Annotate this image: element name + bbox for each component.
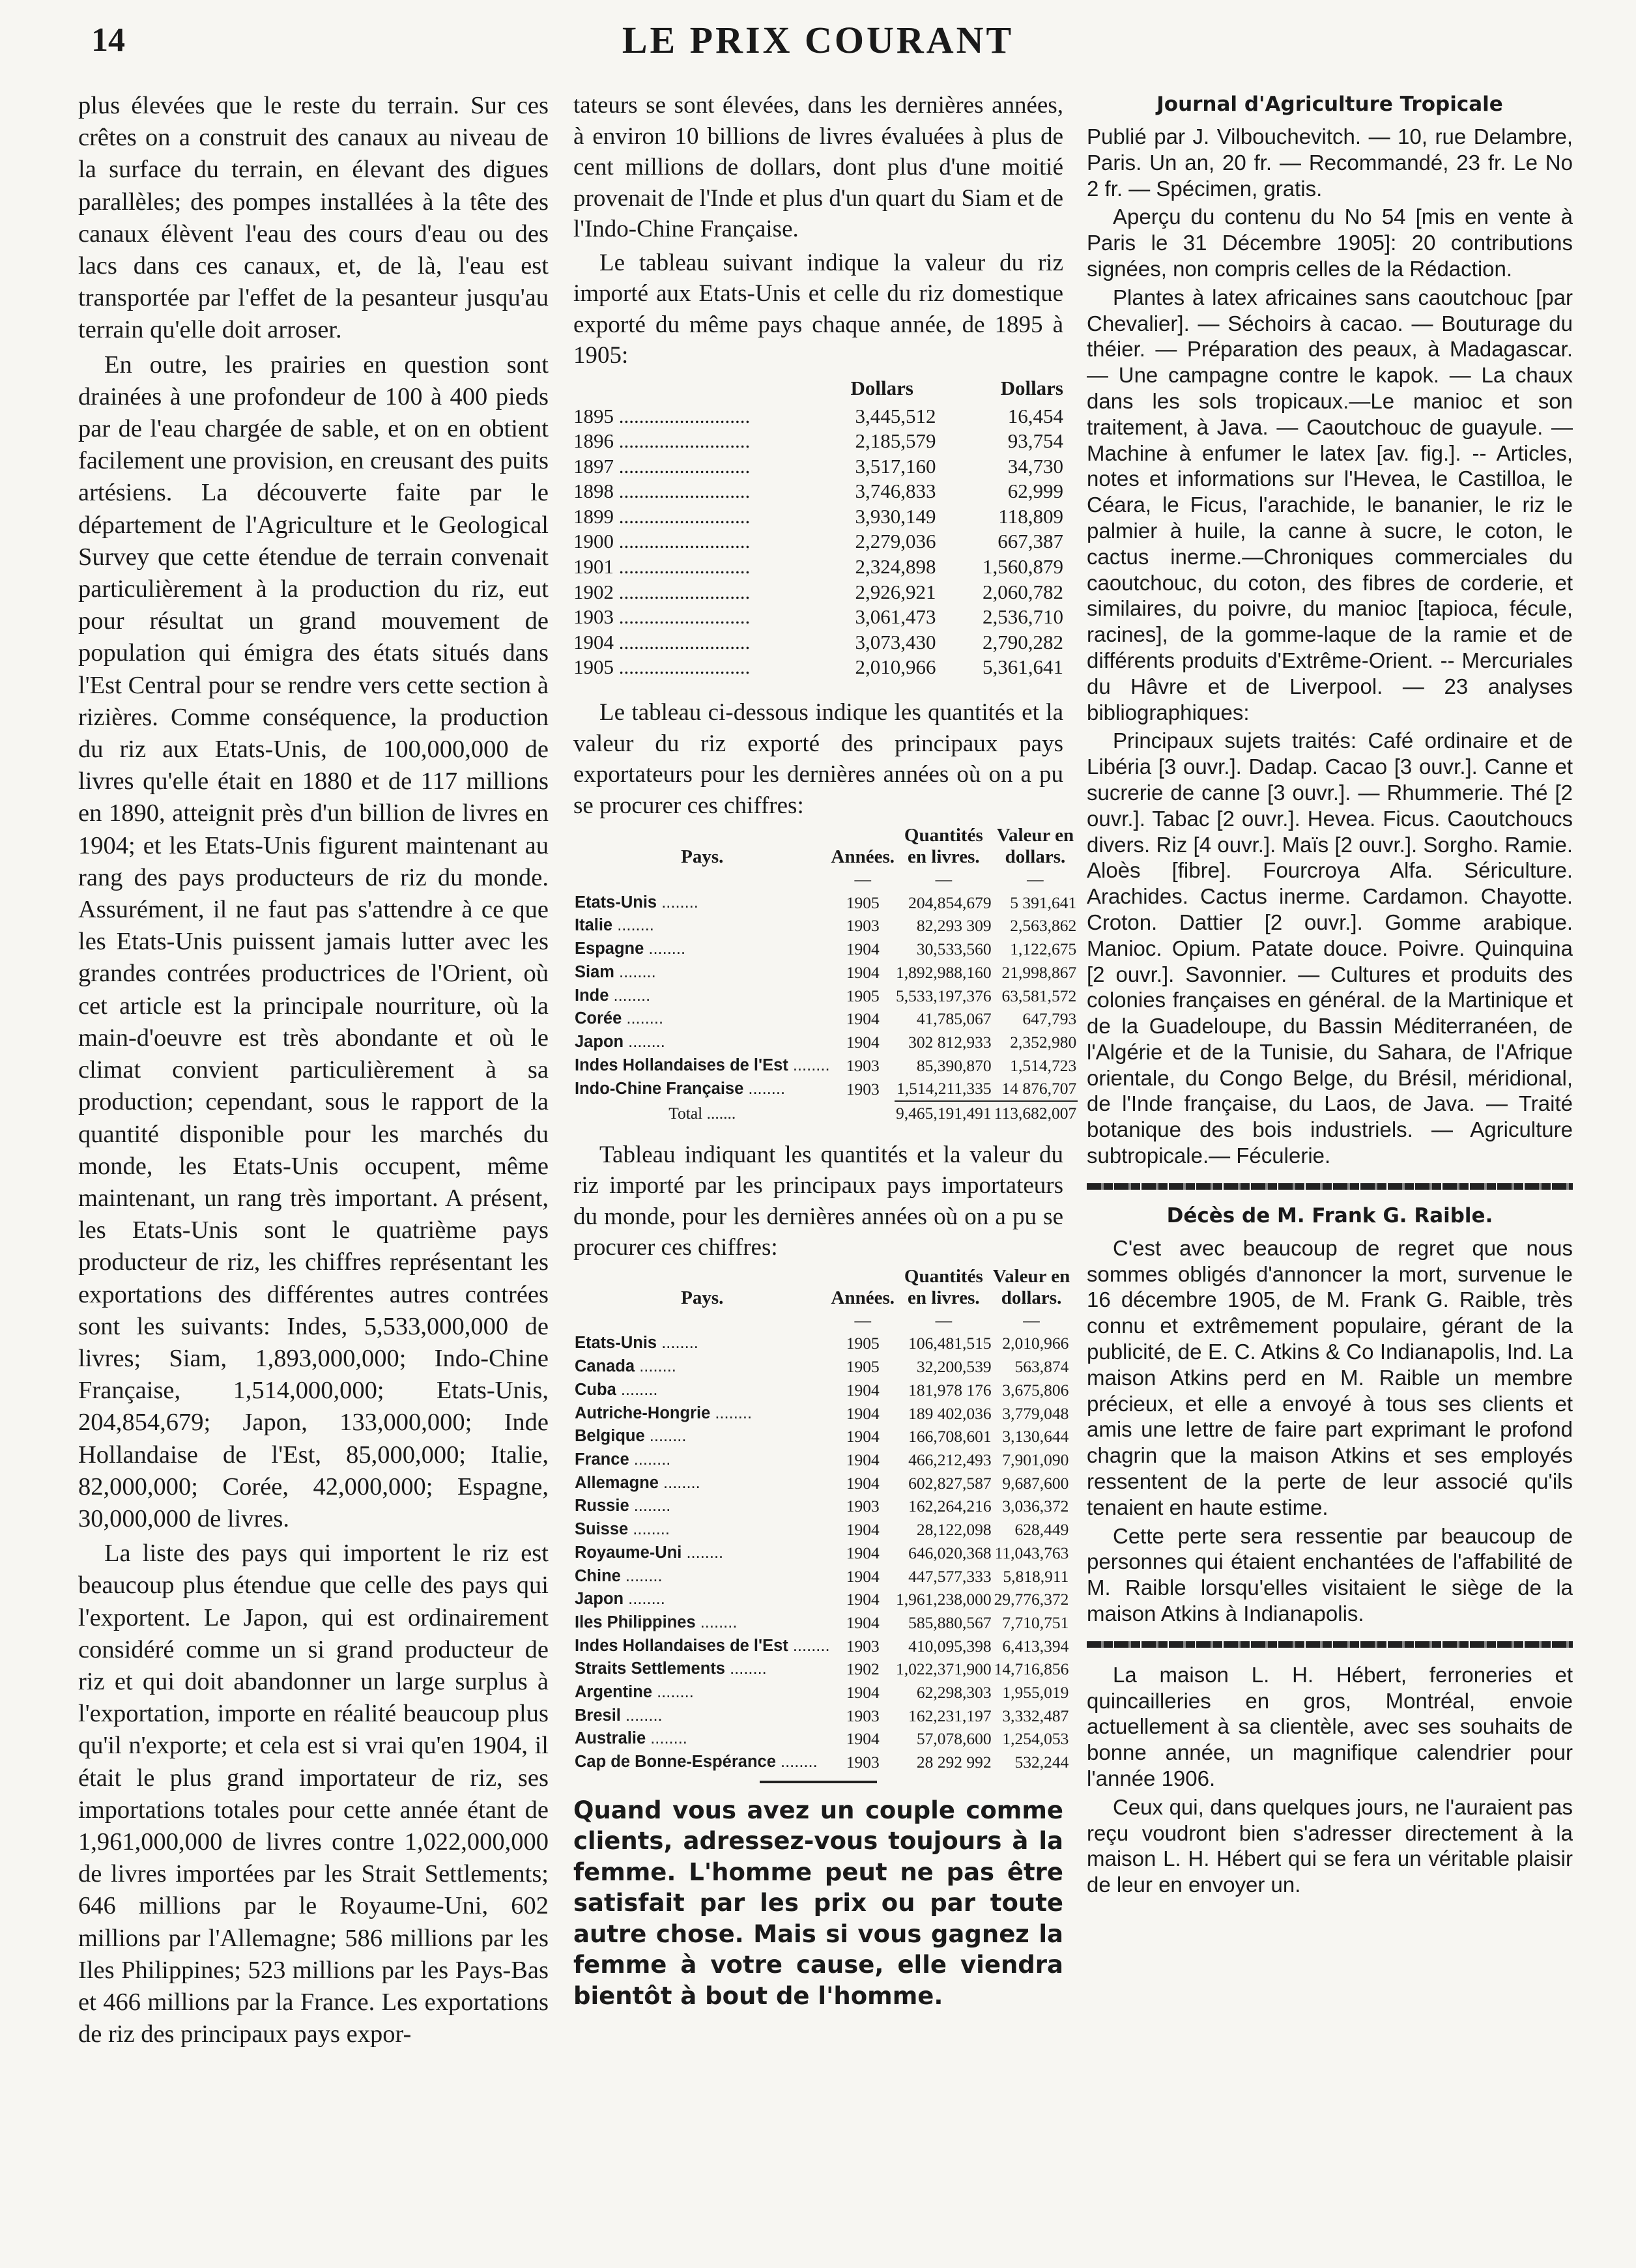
table-row xyxy=(573,605,1063,630)
quantity-cell: 585,880,567 xyxy=(908,1613,992,1632)
country-cell: Etats-Unis ........ xyxy=(575,1334,698,1353)
country-cell: Etats-Unis ........ xyxy=(575,893,698,912)
year-cell: 1904 xyxy=(846,1380,880,1400)
value-cell: 11,043,763 xyxy=(994,1543,1069,1562)
column-3 xyxy=(1087,90,1573,1901)
export-value-cell: 2,790,282 xyxy=(983,630,1063,653)
value-cell: 2,563,862 xyxy=(1010,916,1077,936)
quantity-cell: 82,293 309 xyxy=(916,916,992,936)
year-cell: 1905 xyxy=(846,986,880,1005)
journal-paragraph: Aperçu du contenu du No 54 [mis en vente à Paris le 31 Décembre 1905]: 20 contributions signées, non compris celles de la Rédaction. xyxy=(1087,205,1573,281)
export-value-cell: 34,730 xyxy=(1007,454,1063,478)
value-cell: 563,874 xyxy=(1014,1357,1069,1377)
country-cell: Russie ........ xyxy=(575,1497,671,1515)
export-value-cell: 62,999 xyxy=(1007,480,1063,503)
table-row xyxy=(573,1727,1070,1751)
table-intro: Le tableau suivant indique la valeur du riz importé aux Etats-Unis et celle du riz domestique exporté du même pays chaque année, de 1895 à 1905: xyxy=(573,249,1063,369)
country-cell: Allemagne ........ xyxy=(575,1473,700,1492)
table-row xyxy=(573,1448,1070,1472)
country-cell: Corée ........ xyxy=(575,1009,664,1028)
value-cell: 14,716,856 xyxy=(994,1659,1069,1679)
year-cell: 1903 xyxy=(846,1080,880,1099)
quantity-cell: 1,961,238,000 xyxy=(896,1590,992,1609)
year-cell: 1903 xyxy=(846,1753,880,1772)
year-cell: 1905 xyxy=(846,1357,880,1377)
export-value-cell: 5,361,641 xyxy=(983,655,1063,679)
country-cell: Royaume-Uni ........ xyxy=(575,1543,724,1562)
section-heading: Journal d'Agriculture Tropicale xyxy=(1156,93,1503,116)
year-cell: 1905 xyxy=(846,1334,880,1353)
table-row xyxy=(573,1495,1070,1518)
country-cell: Argentine ........ xyxy=(575,1683,694,1702)
article-paragraph: plus élevées que le reste du terrain. Sur ces crêtes on a construit des canaux au niveau de la surface du terrain, en élevant des digues parallèles; des pompes installées à la tête des canaux élèvent l'eau des cours d'eau ou des lacs dans ces canaux, et, de là, l'eau est transportée par l'effet de la pesanteur jusqu'au terrain qu'elle doit arroser. xyxy=(78,92,549,344)
year-cell: 1904 xyxy=(846,1543,880,1562)
import-table: Pays. Années. Quantités en livres. Valeur en dollars. — — — Etats-Unis ........ 1905 106,481,515 2,010,966 Canada ........ 1905 32,200,539 563,874 Cuba ........ 1904 181,978 176 3,675,806 Autriche-Hongrie ........ 1904 189 402,036 3,779,048 Belgique ........ 1904 166,708,601 3,130,644 France ........ 1904 466,212,493 7,901,090 Allemagne ........ 1904 602,827,587 9,687,600 Russie ........ 1903 162,264,216 3,036,372 Suisse ........ 1904 28,122,098 628,449 Royaume-Uni ........ 1904 646,020,368 11,043,763 Chine ........ 1904 447,577,333 5,818,911 Japon ........ 1904 1,961,238,000 29,776,372 Iles Philippines ........ 1904 585,880,567 7,710,751 Indes Hollandaises de l'Est ........ 1903 410,095,398 6,413,394 Straits Settlements ........ 1902 1,022,371,900 14,716,856 Argentine ........ 1904 62,298,303 1,955,019 Bresil ........ 1903 162,231,197 3,332,487 Australie ........ 1904 57,078,600 1,254,053 Cap de Bonne-Espérance ........ 1903 28 292 992 532,244 xyxy=(573,1266,1070,1774)
table-header: Pays. xyxy=(681,846,724,868)
value-cell: 532,244 xyxy=(1014,1753,1069,1772)
country-cell: Japon ........ xyxy=(575,1032,665,1051)
value-cell: 1,254,053 xyxy=(1002,1729,1069,1749)
table-row xyxy=(573,1355,1070,1379)
import-value-cell: 3,517,160 xyxy=(855,454,936,478)
import-value-cell: 2,185,579 xyxy=(855,429,936,453)
value-cell: 3,675,806 xyxy=(1002,1380,1069,1400)
table-header: Quantités en livres. xyxy=(904,1265,983,1308)
value-cell: 5 391,641 xyxy=(1010,893,1077,912)
table-header: Dollars xyxy=(850,376,913,399)
year-cell: 1904 xyxy=(846,1403,880,1423)
quantity-cell: 28,122,098 xyxy=(916,1520,992,1540)
table-row xyxy=(573,1054,1078,1078)
page-header xyxy=(0,0,1636,78)
journal-title: LE PRIX COURANT xyxy=(622,19,1014,61)
table-row xyxy=(573,580,1063,605)
quantity-cell: 32,200,539 xyxy=(916,1357,992,1377)
year-cell: 1899 .......................... xyxy=(573,504,751,528)
value-cell: 29,776,372 xyxy=(994,1590,1069,1609)
year-cell: 1904 xyxy=(846,1032,880,1052)
year-cell: 1903 xyxy=(846,1636,880,1656)
table-row xyxy=(573,1332,1070,1355)
country-cell: Indo-Chine Française ........ xyxy=(575,1080,786,1098)
year-cell: 1903 xyxy=(846,1497,880,1516)
import-value-cell: 3,746,833 xyxy=(855,480,936,503)
year-cell: 1903 xyxy=(846,916,880,936)
country-cell: Suisse ........ xyxy=(575,1520,670,1539)
value-cell: 1,514,723 xyxy=(1010,1055,1077,1075)
table-row xyxy=(573,554,1063,580)
obituary-paragraph: C'est avec beaucoup de regret que nous sommes obligés d'annoncer la mort, survenue le 16 décembre 1905, de M. Frank G. Raible, très connu et extrêmement populaire, gérant de la publicité, de E. C. Atkins & Co Indianapolis, Ind. La maison Atkins perd en M. Raible un membre précieux, et elle a envoyé à tous ses clients et amis une lettre de faire part exprimant le profond chagrin que la maison Atkins et ses employés ressentent de la perte de leur associé qu'ils tenaient en haute estime. xyxy=(1087,1235,1573,1519)
table-total-row: Total ....... 9,465,191,491 113,682,007 xyxy=(573,1101,1078,1125)
value-cell: 1,955,019 xyxy=(1002,1683,1069,1702)
year-cell: 1905 xyxy=(846,893,880,912)
country-cell: Iles Philippines ........ xyxy=(575,1613,738,1631)
quantity-cell: 466,212,493 xyxy=(908,1450,992,1469)
notice-paragraph: Ceux qui, dans quelques jours, ne l'auraient pas reçu voudront bien s'adresser directement à la maison L. H. Hébert qui se fera un véritable plaisir de leur en envoyer un. xyxy=(1087,1794,1573,1897)
export-value-cell: 2,060,782 xyxy=(983,580,1063,603)
year-cell: 1904 xyxy=(846,1473,880,1493)
quantity-cell: 28 292 992 xyxy=(916,1753,992,1772)
year-cell: 1903 .......................... xyxy=(573,605,751,629)
table-row xyxy=(573,429,1063,454)
value-cell: 2,352,980 xyxy=(1010,1032,1077,1052)
import-value-cell: 2,010,966 xyxy=(855,655,936,679)
value-cell: 647,793 xyxy=(1022,1009,1077,1029)
year-cell: 1904 xyxy=(846,1590,880,1609)
section-heading: Décès de M. Frank G. Raible. xyxy=(1166,1203,1493,1227)
quantity-cell: 57,078,600 xyxy=(916,1729,992,1749)
article-paragraph: En outre, les prairies en question sont drainées à une profondeur de 100 à 400 pieds par de l'eau chargée de sable, et on en obtient facilement une provision, en creusant des puits artésiens. La découverte faite par le département de l'Agriculture et le Geological Survey que cette étendue de terrain convenait particulièrement à la production du riz, eut pour résultat un grand mouvement de population qui émigra des états situés dans l'Est Central pour se rendre vers cette section à rizières. Comme conséquence, la production du riz aux Etats-Unis, de 100,000,000 de livres qu'elle était en 1880 et de 117 millions en 1890, atteignit près d'un billion de livres en 1904; et les Etats-Unis figurent maintenant au rang des pays producteurs de riz du monde. Assurément, il ne faut pas s'attendre à ce que les Etats-Unis puissent jamais lutter avec les grandes contrées productrices de l'Orient, où cet article est la principale nourriture, où la main-d'oeuvre est très abondante et où le climat convient particulièrement à sa production; cependant, sous le rapport de la quantité disponible pour les marchés du monde, les Etats-Unis occupent, même maintenant, un rang très important. A présent, les Etats-Unis sont le quatrième pays producteur de riz, les chiffres représentant les exportations des différentes autres contrées sont les suivants: Indes, 5,533,000,000 de livres; Siam, 1,893,000,000; Indo-Chine Française, 1,514,000,000; Etats-Unis, 204,854,679; Japon, 133,000,000; Inde Hollandaise de l'Est, 85,000,000; Italie, 82,000,000; Corée, 42,000,000; Espagne, 30,000,000 de livres. xyxy=(78,351,549,1532)
notice-paragraph: La maison L. H. Hébert, ferroneries et quincailleries en gros, Montréal, envoie actuellement à sa clientèle, avec ses souhaits de bonne année, un magnifique calendrier pour l'année 1906. xyxy=(1087,1662,1573,1791)
quantity-cell: 62,298,303 xyxy=(916,1683,992,1702)
country-cell: Cuba ........ xyxy=(575,1380,658,1399)
export-value-cell: 2,536,710 xyxy=(983,605,1063,629)
column-1 xyxy=(78,90,549,2053)
journal-paragraph: Principaux sujets traités: Café ordinaire et de Libéria [3 ouvr.]. Dadap. Cacao [3 ouvr.]. Canne et sucrerie de canne [3 ouvr.]. — Rhummerie. Thé [2 ouvr.]. Tabac [2 ouvr.]. Hevea. Ficus. Caoutchoucs divers. Riz [4 ouvr.]. Maïs [2 ouvr.]. Sorgho. Ramie. Aloès [fibre]. Fourcroya Alfa. Sériculture. Arachides. Cactus inerme. Cardamon. Chayotte. Croton. Dattier [2 ouvr.]. Gomme arabique. Manioc. Opium. Patate douce. Poivre. Quinquina [2 ouvr.]. Savonnier. — Cultures et produits des colonies françaises en général. de la Martinique et de la Guadeloupe, du Bassin Méditerranéen, de l'Algérie et de la Tunisie, du Sahara, de l'Afrique orientale, du Congo Belge, du Brésil, méridional, de l'Inde française, du Laos, de Java. — Traité botanique des bois industriels. — Agriculture subtropicale.— Féculerie. xyxy=(1087,728,1573,1168)
table-row xyxy=(573,1425,1070,1448)
country-cell: Straits Settlements ........ xyxy=(575,1659,767,1678)
quantity-cell: 41,785,067 xyxy=(916,1009,992,1029)
table-row xyxy=(573,630,1063,655)
table-row xyxy=(573,984,1078,1008)
year-cell: 1896 .......................... xyxy=(573,429,751,453)
country-cell: Indes Hollandaises de l'Est ........ xyxy=(575,1636,830,1655)
export-value-cell: 667,387 xyxy=(997,530,1063,553)
year-cell: 1904 xyxy=(846,1683,880,1702)
journal-paragraph: Publié par J. Vilbouchevitch. — 10, rue Delambre, Paris. Un an, 20 fr. — Recommandé, 23 fr. Le No 2 fr. — Spécimen, gratis. xyxy=(1087,124,1573,201)
country-cell: Espagne ........ xyxy=(575,940,686,958)
year-cell: 1904 xyxy=(846,940,880,959)
column-2 xyxy=(573,90,1077,2014)
value-cell: 7,710,751 xyxy=(1002,1613,1069,1632)
country-cell: Italie ........ xyxy=(575,916,654,935)
quantity-cell: 162,264,216 xyxy=(908,1497,992,1516)
quantity-cell: 302 812,933 xyxy=(908,1032,992,1052)
year-cell: 1905 .......................... xyxy=(573,655,751,679)
table-row xyxy=(573,961,1078,984)
value-cell: 3,130,644 xyxy=(1002,1427,1069,1446)
value-cell: 5,818,911 xyxy=(1003,1566,1069,1586)
table-intro: Tableau indiquant les quantités et la valeur du riz importé par les principaux pays importateurs du monde, pour les dernières années où on a pu se procurer ces chiffres: xyxy=(573,1141,1063,1261)
export-value-cell: 1,560,879 xyxy=(983,555,1063,579)
table-header: Années. xyxy=(831,1287,895,1308)
import-value-cell: 3,073,430 xyxy=(855,630,936,653)
table-row xyxy=(573,1635,1070,1658)
year-cell: 1904 xyxy=(846,1613,880,1632)
table-row xyxy=(573,529,1063,554)
import-value-cell: 2,279,036 xyxy=(855,530,936,553)
page-number: 14 xyxy=(91,22,125,59)
table-row xyxy=(573,1402,1070,1426)
journal-paragraph: Plantes à latex africaines sans caoutchouc [par Chevalier]. — Séchoirs à cacao. — Bouturage du théier. — Préparation des peaux, à Madagascar. — Une campagne contre le kapok. — La chaux dans les sols tropicaux.—Le manioc et son traitement, à Java. — Caoutchouc de guayule. — Machine à enfumer le latex [av. fig.]. -- Articles, notes et informations sur l'Hevea, le Castilloa, le Céara, le Ficus, l'arachide, le bananier, le riz le palmier à huile, la canne à sucre, le coton, le cactus inerme.—Chroniques commerciales du caoutchouc, du coton, des fibres de corderie, et similaires, du poivre, du manioc [tapioca, fécule, racines], de la gomme-laque de la ramie et de différents produits d'Extrême-Orient. -- Mercuriales du Hâvre et de Liverpool. — 23 analyses bibliographiques: xyxy=(1087,285,1573,725)
table-header: Dollars xyxy=(1000,376,1063,399)
table-header: Valeur en dollars. xyxy=(996,825,1074,868)
quantity-cell: 166,708,601 xyxy=(908,1427,992,1446)
quantity-cell: 1,022,371,900 xyxy=(896,1659,992,1679)
value-cell: 21,998,867 xyxy=(1001,962,1077,982)
quantity-cell: 646,020,368 xyxy=(908,1543,992,1562)
quantity-cell: 189 402,036 xyxy=(908,1403,992,1423)
year-cell: 1902 xyxy=(846,1659,880,1679)
table-header: Quantités en livres. xyxy=(904,825,983,868)
rice-value-table xyxy=(573,375,1063,681)
country-cell: Cap de Bonne-Espérance ........ xyxy=(575,1753,818,1772)
import-value-cell: 2,926,921 xyxy=(855,580,936,603)
year-cell: 1903 xyxy=(846,1706,880,1725)
divider xyxy=(1087,1183,1573,1190)
year-cell: 1902 .......................... xyxy=(573,580,751,603)
table-header: Pays. xyxy=(681,1287,724,1308)
value-cell: 2,010,966 xyxy=(1002,1334,1069,1353)
export-table: Pays. Années. Quantités en livres. Valeur en dollars. — — — Etats-Unis ........ 1905 204,854,679 5 391,641 Italie ........ 1903 82,293 309 2,563,862 Espagne ........ 1904 30,533,560 1,122,675 Siam ........ 1904 1,892,988,160 21,998,867 Inde ........ 1905 5,533,197,376 63,581,572 Corée ........ 1904 41,785,067 647,793 Japon ........ 1904 302 812,933 2,352,980 Indes Hollandaises de l'Est ........ 1903 85,390,870 1,514,723 Indo-Chine Française ........ 1903 1,514,211,335 14 876,707 Total ....... 9,465,191,491 113,682,007 xyxy=(573,825,1078,1125)
year-cell: 1900 .......................... xyxy=(573,530,751,553)
article-paragraph: La liste des pays qui importent le riz est beaucoup plus étendue que celle des pays qui l'exportent. Le Japon, qui est ordinairement considéré comme un si grand producteur de riz et qui doit abandonner un large surplus à l'exportation, importe en réalité beaucoup plus qu'il n'exporte; et cela est si vrai qu'en 1904, il était le plus grand importateur de riz, ses importations totales pour cette année étant de 1,961,000,000 de livres contre 1,022,000,000 de livres importées par les Strait Settlements; 646 millions par le Royaume-Uni, 602 millions par l'Allemagne; 586 millions par les Iles Philippines; 523 millions par les Pays-Bas et 466 millions par la France. Les exportations de riz des principaux pays expor- xyxy=(78,1540,549,2048)
table-intro: Le tableau ci-dessous indique les quantités et la valeur du riz exporté des principaux pays exportateurs pour les dernières années où on a pu se procurer ces chiffres: xyxy=(573,699,1063,819)
country-cell: Siam ........ xyxy=(575,962,656,981)
import-value-cell: 2,324,898 xyxy=(855,555,936,579)
quantity-cell: 1,892,988,160 xyxy=(896,962,992,982)
year-cell: 1904 xyxy=(846,962,880,982)
table-header: Valeur en dollars. xyxy=(992,1265,1070,1308)
year-cell: 1904 xyxy=(846,1450,880,1469)
country-cell: France ........ xyxy=(575,1450,671,1469)
year-cell: 1904 xyxy=(846,1729,880,1749)
value-cell: 628,449 xyxy=(1014,1520,1069,1540)
table-row xyxy=(573,1565,1070,1588)
divider xyxy=(760,1781,877,1783)
year-cell: 1901 .......................... xyxy=(573,555,751,579)
year-cell: 1904 xyxy=(846,1009,880,1029)
table-header: Années. xyxy=(831,846,895,868)
country-cell: Autriche-Hongrie ........ xyxy=(575,1403,753,1422)
table-row xyxy=(573,1588,1070,1611)
notice-box: Quand vous avez un couple comme clients, adressez-vous toujours à la femme. L'homme peut ne pas être satisfait par les prix ou par toute autre chose. Mais si vous gagnez la femme à votre cause, elle viendra bientôt à bout de l'homme. xyxy=(573,1796,1063,2010)
year-cell: 1904 xyxy=(846,1520,880,1540)
table-row xyxy=(573,1007,1078,1031)
country-cell: Inde ........ xyxy=(575,986,651,1005)
value-cell: 3,036,372 xyxy=(1002,1497,1069,1516)
table-row xyxy=(573,1031,1078,1054)
value-cell: 6,413,394 xyxy=(1002,1636,1069,1656)
quantity-cell: 602,827,587 xyxy=(908,1473,992,1493)
export-value-cell: 16,454 xyxy=(1007,404,1063,427)
table-row xyxy=(573,1611,1070,1635)
obituary-paragraph: Cette perte sera ressentie par beaucoup de personnes qui étaient enchantées de l'affabilité de M. Raible lorsqu'elles visitaient le siège de la maison Atkins à Indianapolis. xyxy=(1087,1523,1573,1626)
country-cell: Canada ........ xyxy=(575,1357,676,1376)
quantity-cell: 162,231,197 xyxy=(908,1706,992,1725)
table-row xyxy=(573,1542,1070,1565)
quantity-cell: 181,978 176 xyxy=(908,1380,992,1400)
value-cell: 3,779,048 xyxy=(1002,1403,1069,1423)
country-cell: Japon ........ xyxy=(575,1590,665,1609)
quantity-cell: 106,481,515 xyxy=(908,1334,992,1353)
quantity-cell: 5,533,197,376 xyxy=(896,986,992,1005)
year-cell: 1903 xyxy=(846,1055,880,1075)
year-cell: 1904 xyxy=(846,1427,880,1446)
import-value-cell: 3,930,149 xyxy=(855,504,936,528)
quantity-cell: 447,577,333 xyxy=(908,1566,992,1586)
table-row xyxy=(573,938,1078,961)
article-paragraph: tateurs se sont élevées, dans les dernières années, à environ 10 billions de livres évaluées à plus de cent millions de dollars, dont plus d'une moitié provenait de l'Inde et plus d'un quart du Siam et de l'Indo-Chine Française. xyxy=(573,92,1063,242)
year-cell: 1898 .......................... xyxy=(573,480,751,503)
table-row xyxy=(573,1751,1070,1774)
export-value-cell: 118,809 xyxy=(998,504,1063,528)
divider xyxy=(1087,1641,1573,1648)
value-cell: 63,581,572 xyxy=(1001,986,1077,1005)
total-value: 113,682,007 xyxy=(993,1101,1078,1125)
value-cell: 3,332,487 xyxy=(1002,1706,1069,1725)
value-cell: 14 876,707 xyxy=(1001,1079,1077,1098)
import-value-cell: 3,061,473 xyxy=(855,605,936,629)
country-cell: Belgique ........ xyxy=(575,1427,687,1446)
quantity-cell: 1,514,211,335 xyxy=(896,1079,992,1098)
value-cell: 1,122,675 xyxy=(1010,940,1077,959)
import-value-cell: 3,445,512 xyxy=(855,404,936,427)
table-row xyxy=(573,1379,1070,1402)
year-cell: 1895 .......................... xyxy=(573,404,751,427)
table-row xyxy=(573,914,1078,938)
table-row xyxy=(573,655,1063,680)
year-cell: 1904 xyxy=(846,1566,880,1586)
quantity-cell: 85,390,870 xyxy=(916,1055,992,1075)
table-row xyxy=(573,1472,1070,1495)
quantity-cell: 30,533,560 xyxy=(916,940,992,959)
year-cell: 1897 .......................... xyxy=(573,454,751,478)
total-quantity: 9,465,191,491 xyxy=(895,1101,993,1125)
table-row xyxy=(573,1658,1070,1681)
country-cell: Australie ........ xyxy=(575,1729,687,1748)
table-row xyxy=(573,1704,1070,1728)
total-label: Total xyxy=(668,1104,703,1123)
country-cell: Indes Hollandaises de l'Est ........ xyxy=(575,1055,830,1074)
table-row xyxy=(573,1077,1078,1101)
country-cell: Bresil ........ xyxy=(575,1706,663,1725)
value-cell: 7,901,090 xyxy=(1002,1450,1069,1469)
table-row xyxy=(573,1681,1070,1704)
table-row xyxy=(573,454,1063,480)
table-row xyxy=(573,1518,1070,1542)
table-row xyxy=(573,504,1063,530)
country-cell: Chine ........ xyxy=(575,1566,663,1585)
year-cell: 1904 .......................... xyxy=(573,630,751,653)
value-cell: 9,687,600 xyxy=(1002,1473,1069,1493)
table-row xyxy=(573,891,1078,915)
quantity-cell: 204,854,679 xyxy=(908,893,992,912)
table-row xyxy=(573,479,1063,504)
table-row xyxy=(573,404,1063,429)
table-header xyxy=(573,375,828,404)
export-value-cell: 93,754 xyxy=(1007,429,1063,453)
quantity-cell: 410,095,398 xyxy=(908,1636,992,1656)
